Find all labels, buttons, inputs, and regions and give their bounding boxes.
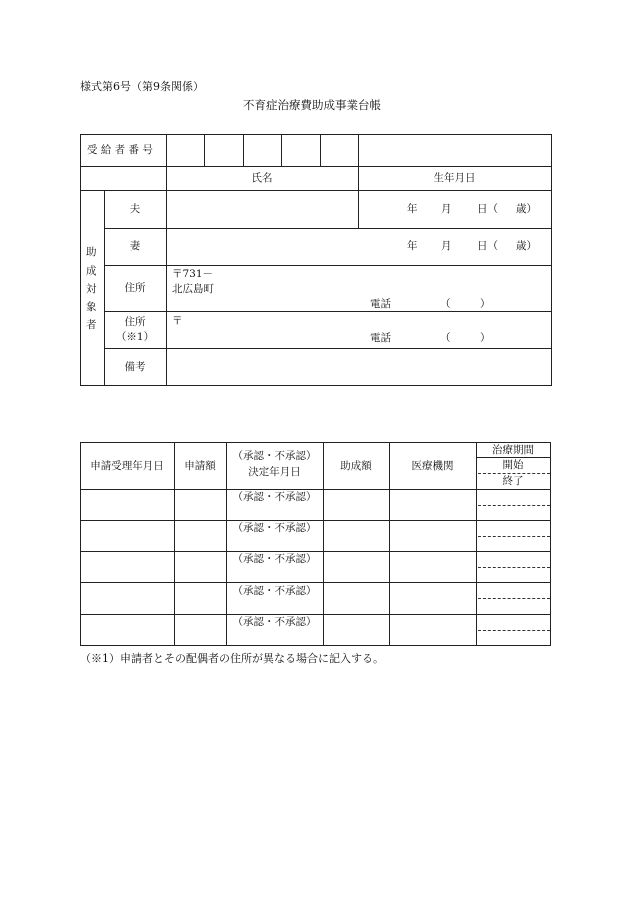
row-4-decision: （承認・不承認） bbox=[232, 585, 317, 597]
col-period: 治療期間 bbox=[492, 444, 534, 456]
col-period-start: 開始 bbox=[502, 459, 524, 471]
form-title: 不育症治療費助成事業台帳 bbox=[243, 98, 381, 112]
husband-age: 歳） bbox=[516, 203, 537, 215]
wife-day: 日（ bbox=[477, 240, 498, 252]
address2-label-line2: （※1） bbox=[115, 331, 155, 343]
header-birthdate: 生年月日 bbox=[433, 172, 476, 184]
phone2-label: 電話 bbox=[370, 332, 391, 344]
col-amount-requested: 申請額 bbox=[184, 460, 216, 472]
form-number: 様式第6号（第9条関係） bbox=[80, 80, 204, 93]
subject-char-4: 象 bbox=[86, 301, 97, 313]
address-postal: 〒731－ bbox=[172, 268, 214, 280]
husband-day: 日（ bbox=[477, 203, 498, 215]
husband-label: 夫 bbox=[129, 203, 141, 215]
address2-label-line1: 住所 bbox=[124, 316, 146, 328]
col-decision-line1: （承認・不承認） bbox=[232, 450, 317, 462]
footnote: （※1）申請者とその配偶者の住所が異なる場合に記入する。 bbox=[80, 652, 384, 665]
col-grant-amount: 助成額 bbox=[340, 460, 372, 472]
phone2-paren-open: （ bbox=[440, 332, 451, 344]
address-line: 北広島町 bbox=[172, 283, 214, 295]
phone-paren-close: ） bbox=[480, 298, 491, 310]
wife-year: 年 bbox=[407, 240, 418, 252]
address2-postal: 〒 bbox=[172, 315, 183, 327]
row-1-decision: （承認・不承認） bbox=[232, 491, 317, 503]
husband-year: 年 bbox=[407, 203, 418, 215]
phone-paren-open: （ bbox=[440, 298, 451, 310]
wife-label: 妻 bbox=[129, 240, 141, 252]
recipient-number-label: 受 給 者 番 号 bbox=[87, 144, 153, 156]
remarks-label: 備考 bbox=[124, 361, 146, 373]
wife-age: 歳） bbox=[516, 240, 537, 252]
subject-char-1: 助 bbox=[86, 246, 97, 258]
header-name: 氏名 bbox=[251, 172, 273, 184]
address-label: 住所 bbox=[124, 282, 146, 294]
col-period-end: 終了 bbox=[502, 475, 524, 487]
row-3-decision: （承認・不承認） bbox=[232, 553, 317, 565]
col-received-date: 申請受理年月日 bbox=[90, 460, 164, 472]
col-institution: 医療機関 bbox=[411, 460, 454, 472]
subject-char-2: 成 bbox=[86, 265, 97, 277]
row-5-decision: （承認・不承認） bbox=[232, 616, 317, 628]
husband-month: 月 bbox=[441, 203, 452, 215]
subject-char-3: 対 bbox=[86, 283, 97, 295]
phone-label: 電話 bbox=[370, 298, 391, 310]
phone2-paren-close: ） bbox=[480, 332, 491, 344]
subject-char-5: 者 bbox=[86, 319, 97, 331]
wife-month: 月 bbox=[441, 240, 452, 252]
row-2-decision: （承認・不承認） bbox=[232, 522, 317, 534]
col-decision-line2: 決定年月日 bbox=[248, 466, 301, 478]
